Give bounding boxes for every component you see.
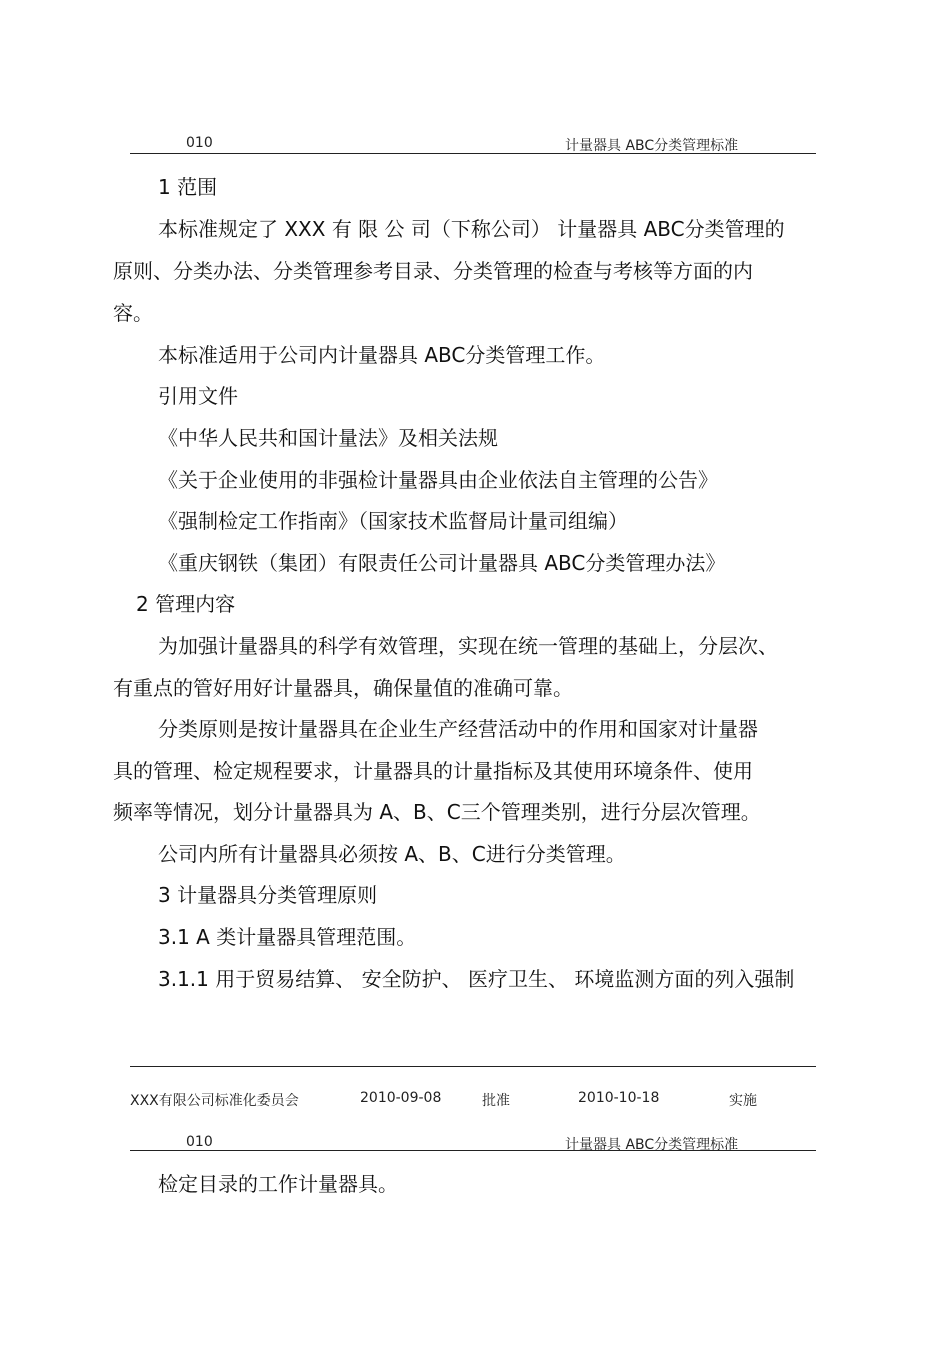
references-heading: 引用文件 — [158, 384, 238, 408]
header-code: 010 — [186, 1134, 213, 1150]
paragraph-line: 具的管理、检定规程要求，计量器具的计量指标及其使用环境条件、使用 — [113, 759, 753, 783]
paragraph-line: 公司内所有计量器具必须按 A、B、C进行分类管理。 — [158, 842, 626, 866]
reference-item: 《关于企业使用的非强检计量器具由企业依法自主管理的公告》 — [158, 468, 718, 492]
footer-approve-label: 批准 — [482, 1093, 510, 1109]
reference-item: 《强制检定工作指南》（国家技术监督局计量司组编） — [158, 509, 628, 533]
subsection-heading: 3.1 A 类计量器具管理范围。 — [158, 925, 417, 949]
paragraph-line: 分类原则是按计量器具在企业生产经营活动中的作用和国家对计量器 — [158, 717, 758, 741]
paragraph-line: 原则、分类办法、分类管理参考目录、分类管理的检查与考核等方面的内 — [113, 259, 753, 283]
paragraph-line: 3.1.1 用于贸易结算、 安全防护、 医疗卫生、 环境监测方面的列入强制 — [158, 967, 795, 991]
header-title: 计量器具 ABC分类管理标准 — [565, 1137, 739, 1153]
header-code: 010 — [186, 135, 213, 151]
footer-approve-date: 2010-09-08 — [360, 1090, 442, 1106]
reference-item: 《重庆钢铁（集团）有限责任公司计量器具 ABC分类管理办法》 — [158, 551, 726, 575]
reference-item: 《中华人民共和国计量法》及相关法规 — [158, 426, 498, 450]
paragraph-line: 频率等情况，划分计量器具为 A、B、C三个管理类别，进行分层次管理。 — [113, 800, 761, 824]
paragraph-line: 为加强计量器具的科学有效管理，实现在统一管理的基础上，分层次、 — [158, 634, 778, 658]
section-1-heading: 1 范围 — [158, 175, 218, 199]
footer-implement-label: 实施 — [729, 1093, 757, 1109]
header-rule — [130, 1150, 816, 1151]
header-title: 计量器具 ABC分类管理标准 — [565, 138, 739, 154]
paragraph-line: 检定目录的工作计量器具。 — [158, 1172, 398, 1196]
section-3-heading: 3 计量器具分类管理原则 — [158, 883, 378, 907]
section-2-heading: 2 管理内容 — [136, 592, 236, 616]
paragraph-line: 容。 — [113, 301, 153, 325]
paragraph-line: 本标准规定了 XXX 有 限 公 司（下称公司） 计量器具 ABC分类管理的 — [158, 217, 785, 241]
footer-implement-date: 2010-10-18 — [578, 1090, 660, 1106]
header-rule — [130, 153, 816, 154]
footer-committee: XXX有限公司标准化委员会 — [130, 1093, 299, 1109]
paragraph-line: 本标准适用于公司内计量器具 ABC分类管理工作。 — [158, 343, 606, 367]
footer-rule — [130, 1066, 816, 1067]
paragraph-line: 有重点的管好用好计量器具，确保量值的准确可靠。 — [113, 676, 573, 700]
